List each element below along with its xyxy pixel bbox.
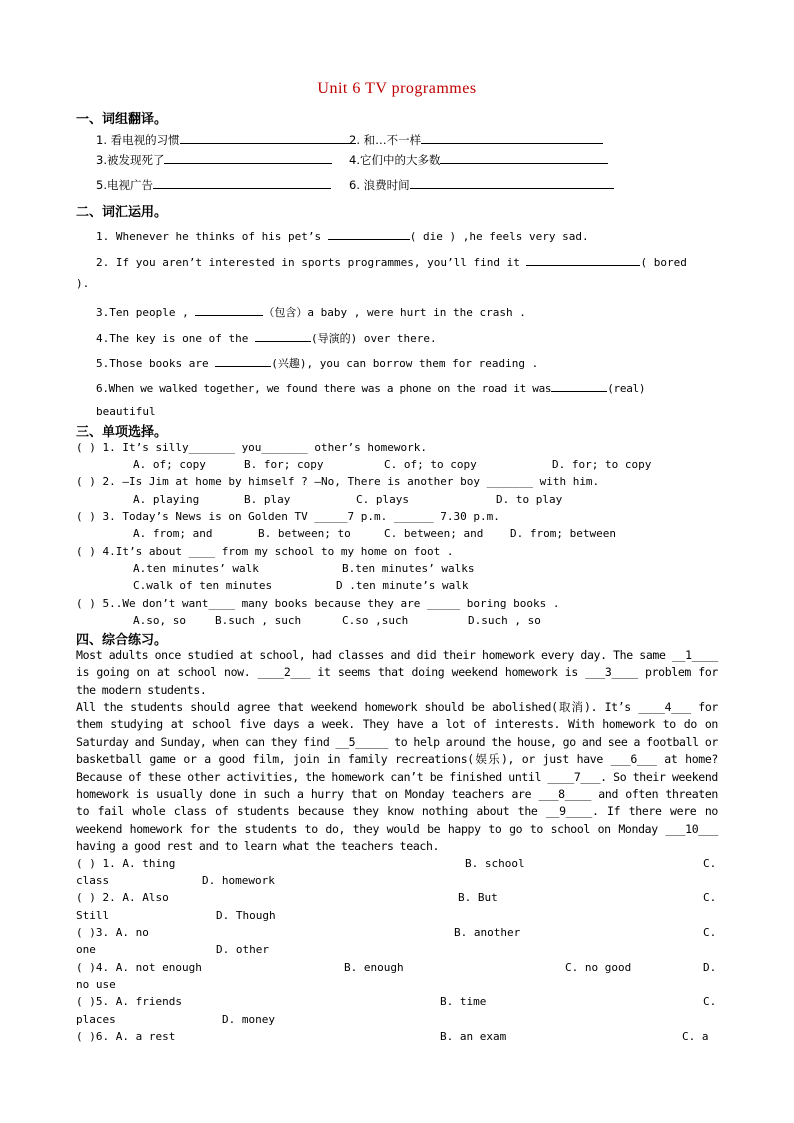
cloze-choice-4-d-label: D. bbox=[703, 961, 717, 974]
cloze-choice-5-d: D. money bbox=[222, 1013, 275, 1026]
cloze-choice-2-b: B. But bbox=[458, 891, 498, 904]
cloze-choice-1-b: B. school bbox=[465, 857, 525, 870]
s3-q3-option-d: D. from; between bbox=[510, 527, 616, 540]
s3-q2-option-a: A. playing bbox=[133, 493, 200, 506]
cloze-choice-3-c: one bbox=[76, 943, 96, 956]
s3-q4-option-c: C.walk of ten minutes bbox=[133, 579, 273, 592]
s3-q4-option-d: D .ten minute’s walk bbox=[336, 579, 469, 592]
s1-item-3: 3.被发现死了 bbox=[96, 151, 332, 167]
cloze-choice-4-b: B. enough bbox=[344, 961, 404, 974]
section-3-heading: 三、单项选择。 bbox=[76, 425, 168, 440]
s3-q5-option-d: D.such , so bbox=[468, 614, 541, 627]
s3-q1-option-c: C. of; to copy bbox=[384, 458, 477, 471]
s3-question-3: ( ) 3. Today’s News is on Golden TV _____7 p.m. ______ 7.30 p.m. bbox=[76, 510, 500, 523]
cloze-choice-2-c: Still bbox=[76, 909, 110, 922]
cloze-choice-3: ( )3. A. no bbox=[76, 926, 149, 939]
cloze-choice-4-c: C. no good bbox=[565, 961, 632, 974]
section-4-heading: 四、综合练习。 bbox=[76, 633, 168, 648]
cloze-choice-1-c-label: C. bbox=[703, 857, 717, 870]
s3-q3-option-c: C. between; and bbox=[384, 527, 484, 540]
s3-q2-option-d: D. to play bbox=[496, 493, 563, 506]
s3-q1-option-d: D. for; to copy bbox=[552, 458, 652, 471]
s1-item-5: 5.电视广告 bbox=[96, 176, 331, 192]
s3-q4-option-a: A.ten minutes’ walk bbox=[133, 562, 259, 575]
cloze-choice-5: ( )5. A. friends bbox=[76, 995, 182, 1008]
cloze-choice-3-c-label: C. bbox=[703, 926, 717, 939]
s3-q2-option-c: C. plays bbox=[356, 493, 409, 506]
cloze-choice-3-b: B. another bbox=[454, 926, 521, 939]
s3-q3-option-a: A. from; and bbox=[133, 527, 213, 540]
cloze-choice-6-c: C. a bbox=[682, 1030, 709, 1043]
s2-question-2: 2. If you aren’t interested in sports programmes, you’ll find it ( bored bbox=[96, 253, 687, 270]
s3-q2-option-b: B. play bbox=[244, 493, 291, 506]
s3-question-5: ( ) 5..We don’t want____ many books because they are _____ boring books . bbox=[76, 597, 560, 610]
section-1-heading: 一、词组翻译。 bbox=[76, 112, 168, 127]
s3-q1-option-a: A. of; copy bbox=[133, 458, 206, 471]
s2-question-2-tail: ). bbox=[76, 277, 90, 290]
s3-q4-option-b: B.ten minutes’ walks bbox=[342, 562, 475, 575]
s2-question-6: 6.When we walked together, we found there was a phone on the road it was (real) bbox=[96, 379, 645, 396]
s2-question-1: 1. Whenever he thinks of his pet’s ( die ) ,he feels very sad. bbox=[96, 227, 589, 244]
s3-question-4: ( ) 4.It’s about ____ from my school to my home on foot . bbox=[76, 545, 454, 558]
cloze-choice-6: ( )6. A. a rest bbox=[76, 1030, 176, 1043]
s2-question-5: 5.Those books are (兴趣), you can borrow them for reading . bbox=[96, 354, 538, 371]
cloze-choice-4: ( )4. A. not enough bbox=[76, 961, 202, 974]
cloze-paragraph-1: Most adults once studied at school, had classes and did their homework every day. The same __1____ is going on at school now. ____2___ it seems that doing weekend homework is ___3____ problem for the modern students. bbox=[76, 648, 718, 697]
s3-q1-option-b: B. for; copy bbox=[244, 458, 324, 471]
cloze-choice-1-d: D. homework bbox=[202, 874, 275, 887]
s3-question-1: ( ) 1. It’s silly_______ you_______ other’s homework. bbox=[76, 441, 427, 454]
s3-q5-option-c: C.so ,such bbox=[342, 614, 409, 627]
cloze-choice-5-c-label: C. bbox=[703, 995, 717, 1008]
cloze-choice-3-d: D. other bbox=[216, 943, 269, 956]
cloze-choice-5-c: places bbox=[76, 1013, 116, 1026]
s2-question-6-tail: beautiful bbox=[96, 405, 156, 418]
cloze-choice-2-d: D. Though bbox=[216, 909, 276, 922]
s1-item-2: 2. 和…不一样 bbox=[349, 131, 603, 147]
s1-item-4: 4.它们中的大多数 bbox=[349, 151, 608, 167]
cloze-choice-2: ( ) 2. A. Also bbox=[76, 891, 169, 904]
s3-q5-option-b: B.such , such bbox=[215, 614, 302, 627]
cloze-choice-1: ( ) 1. A. thing bbox=[76, 857, 176, 870]
section-2-heading: 二、词汇运用。 bbox=[76, 205, 168, 220]
s2-question-4: 4.The key is one of the (导演的) over there. bbox=[96, 329, 437, 346]
s2-question-3: 3.Ten people , （包含）a baby , were hurt in the crash . bbox=[96, 303, 526, 320]
cloze-choice-1-c: class bbox=[76, 874, 110, 887]
cloze-choice-4-d: no use bbox=[76, 978, 116, 991]
s1-item-1: 1. 看电视的习惯 bbox=[96, 131, 356, 147]
s3-q5-option-a: A.so, so bbox=[133, 614, 186, 627]
s1-item-6: 6. 浪费时间 bbox=[349, 176, 614, 192]
cloze-choice-5-b: B. time bbox=[440, 995, 487, 1008]
cloze-paragraph-2: All the students should agree that weekend homework should be abolished(取消). It’s ____4___ for them studying at school five days a week. They have a lot of interests. With homework to do on Saturday and Sunday, when can they find __5_____ to help around the house, go and see a football or basketball game or a good film, join in family recreations(娱乐), or just have ___6___ at home? Because of these other activities, the homework can’t be finished until ____7___. So their weekend homework is usually done in such a hurry that on Monday teachers are ___8____ and often threaten to fail whole class of students because they know nothing about the __9____. If there were no weekend homework for the students to do, they would be happy to go to school on Monday ___10___ having a good rest and to learn what the teachers teach. bbox=[76, 700, 718, 854]
s3-q3-option-b: B. between; to bbox=[258, 527, 351, 540]
page-title: Unit 6 TV programmes bbox=[317, 80, 477, 97]
s3-question-2: ( ) 2. —Is Jim at home by himself ? —No, There is another boy _______ with him. bbox=[76, 475, 600, 488]
cloze-choice-2-c-label: C. bbox=[703, 891, 717, 904]
cloze-choice-6-b: B. an exam bbox=[440, 1030, 507, 1043]
